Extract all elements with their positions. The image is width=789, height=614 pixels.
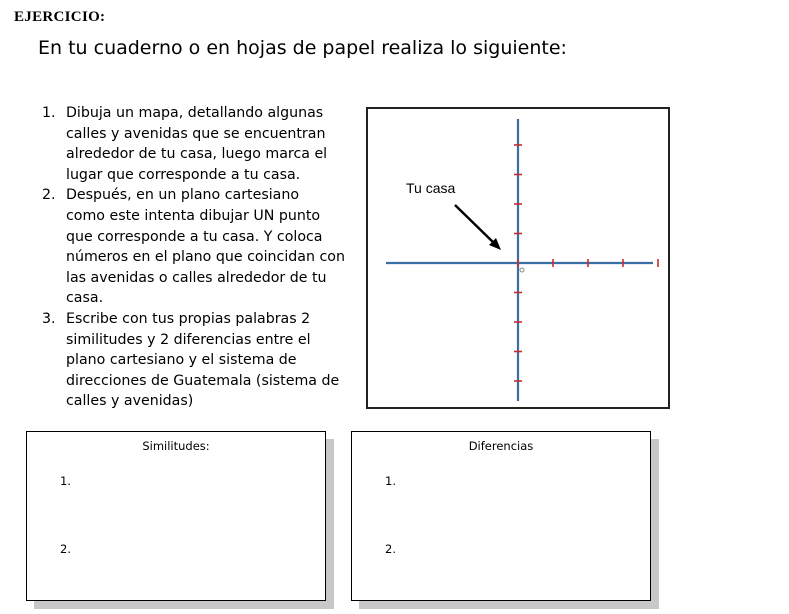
diferencias-title: Diferencias bbox=[468, 439, 534, 453]
instruction-line: casa. bbox=[66, 290, 104, 307]
instruction-line: direcciones de Guatemala (sistema de bbox=[66, 372, 340, 389]
origin-point bbox=[520, 268, 524, 272]
instruction-line: números en el plano que coincidan con bbox=[66, 249, 345, 266]
tu-casa-label: Tu casa bbox=[406, 180, 456, 196]
instruction-line: calles y avenidas que se encuentran bbox=[66, 125, 326, 142]
exercise-heading: EJERCICIO: bbox=[14, 9, 106, 25]
instruction-line: las avenidas o calles alrededor de tu bbox=[66, 269, 327, 286]
instruction-line: alrededor de tu casa, luego marca el bbox=[66, 146, 328, 163]
instruction-item-3 bbox=[36, 309, 366, 412]
instruction-line: como este intenta dibujar UN punto bbox=[66, 207, 321, 224]
instruction-line: similitudes y 2 diferencias entre el bbox=[66, 331, 311, 348]
pointer-arrow bbox=[455, 205, 496, 245]
intro-instruction: En tu cuaderno o en hojas de papel realiza lo siguiente: bbox=[38, 37, 567, 59]
instruction-list bbox=[36, 103, 366, 412]
instruction-number: 2. bbox=[42, 187, 56, 204]
cartesian-plane-svg bbox=[368, 109, 668, 407]
instruction-item-2 bbox=[36, 185, 366, 309]
instruction-line: lugar que corresponde a tu casa. bbox=[66, 166, 301, 183]
instruction-item-1 bbox=[36, 103, 366, 185]
diferencia-item-2: 2. bbox=[385, 542, 396, 556]
instruction-line: calles y avenidas) bbox=[66, 393, 194, 410]
instruction-line: plano cartesiano y el sistema de bbox=[66, 352, 297, 369]
diferencia-item-1: 1. bbox=[385, 474, 396, 488]
similitudes-box[interactable] bbox=[26, 431, 326, 601]
cartesian-plane-figure bbox=[366, 107, 670, 409]
similitud-item-2: 2. bbox=[60, 542, 71, 556]
instruction-line: Dibuja un mapa, detallando algunas bbox=[66, 105, 324, 121]
similitudes-title: Similitudes: bbox=[142, 439, 210, 453]
diferencias-box[interactable] bbox=[351, 431, 651, 601]
instruction-number: 1. bbox=[42, 105, 56, 121]
instruction-line: Después, en un plano cartesiano bbox=[66, 187, 300, 204]
instruction-line: Escribe con tus propias palabras 2 bbox=[66, 310, 311, 327]
instruction-number: 3. bbox=[42, 310, 56, 327]
instruction-line: que corresponde a tu casa. Y coloca bbox=[66, 228, 323, 245]
similitud-item-1: 1. bbox=[60, 474, 71, 488]
